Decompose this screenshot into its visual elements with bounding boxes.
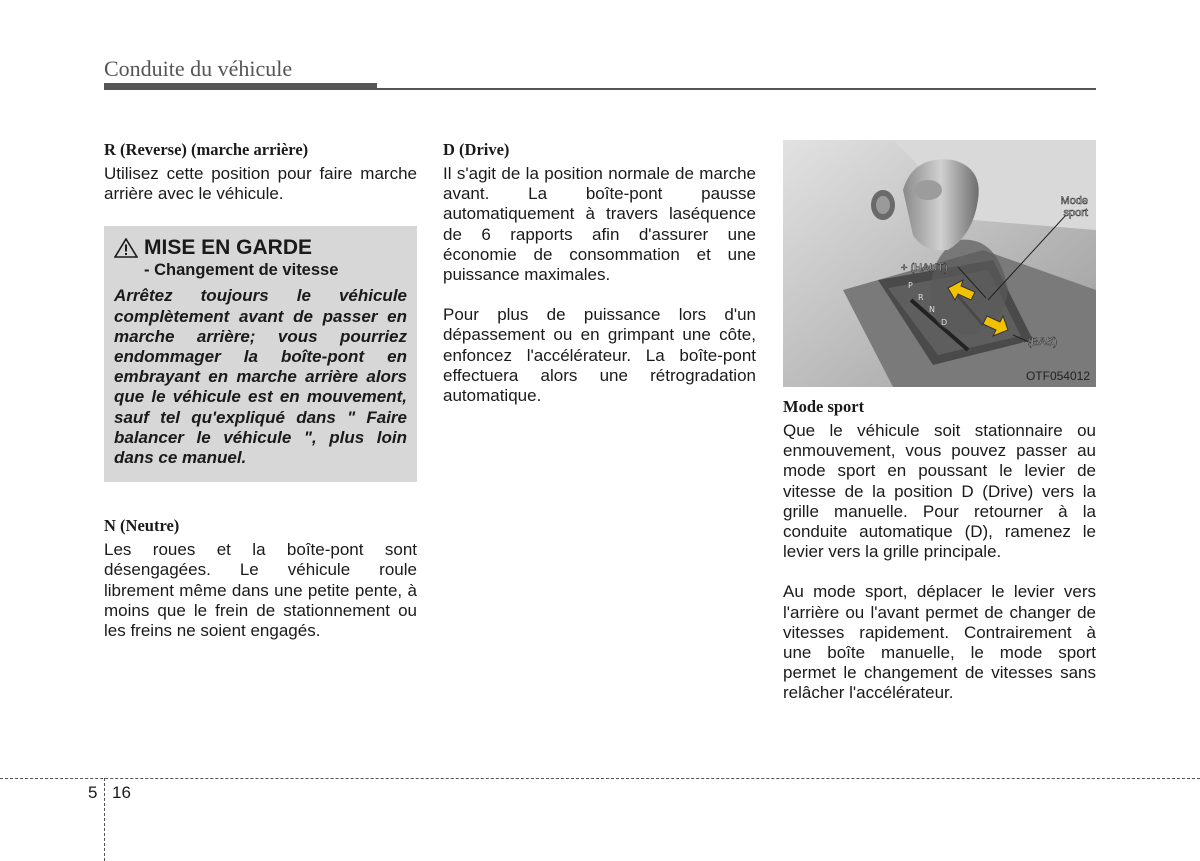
reverse-text: Utilisez cette position pour faire marche arrière avec le véhicule. bbox=[104, 164, 417, 204]
header-rule-thin bbox=[377, 88, 1096, 90]
label-sport: sport bbox=[1063, 207, 1088, 219]
label-down: - (BAS) bbox=[1021, 336, 1058, 348]
gate-letter-n: N bbox=[929, 305, 935, 314]
warning-subtitle: - Changement de vitesse bbox=[144, 261, 339, 280]
warning-triangle-icon bbox=[114, 238, 138, 258]
column-left bbox=[104, 140, 417, 641]
column-right bbox=[783, 140, 1096, 704]
sport-text-1: Que le véhicule soit stationnaire ou enmouvement, vous pouvez passer au mode sport en poussant le levier de vitesse de la position D (Drive) vers la grille manuelle. Pour retourner à la conduite automatique (D), ramenez le levier vers la grille principale. bbox=[783, 421, 1096, 562]
reverse-heading: R (Reverse) (marche arrière) bbox=[104, 140, 309, 159]
gate-letter-d: D bbox=[941, 318, 948, 327]
page-header-title: Conduite du véhicule bbox=[104, 56, 293, 81]
warning-box bbox=[104, 226, 417, 482]
gear-shifter-illustration bbox=[783, 140, 1096, 387]
header-rule-thick bbox=[104, 83, 377, 90]
chapter-number: 5 bbox=[88, 783, 98, 802]
gate-letter-p: P bbox=[908, 281, 913, 290]
warning-header bbox=[114, 236, 407, 260]
column-middle bbox=[443, 140, 756, 406]
footer-vertical-rule bbox=[104, 778, 105, 861]
footer-rule bbox=[0, 778, 1200, 779]
warning-title: MISE EN GARDE bbox=[144, 236, 313, 260]
label-mode: Mode bbox=[1060, 195, 1088, 207]
gear-shifter-figure bbox=[783, 140, 1096, 387]
drive-heading: D (Drive) bbox=[443, 140, 510, 159]
drive-text-2: Pour plus de puissance lors d'un dépassement ou en grimpant une côte, enfoncez l'accélérateur. La boîte-pont effectuera alors une rétrogradation automatique. bbox=[443, 305, 756, 406]
sport-text-2: Au mode sport, déplacer le levier vers l'arrière ou l'avant permet de changer de vitesses rapidement. Contrairement à une boîte manuelle, le mode sport permet le changement de vitesses sans relâcher l'accélérateur. bbox=[783, 582, 1096, 703]
gate-letter-r: R bbox=[918, 293, 924, 302]
page-number: 16 bbox=[112, 783, 131, 802]
warning-body: Arrêtez toujours le véhicule complètement avant de passer en marche arrière; vous pourriez endommager la boîte-pont en embrayant en marche arrière alors que le véhicule est en mouvement, sauf tel qu'expliqué dans " Faire balancer le véhicule ", plus loin dans ce manuel. bbox=[114, 286, 407, 468]
drive-text-1: Il s'agit de la position normale de marche avant. La boîte-pont pausse automatiquement à travers laséquence de 6 rapports afin d'assurer une économie de consommation et une puissance maximales. bbox=[443, 164, 756, 285]
figure-code: OTF054012 bbox=[1025, 369, 1090, 383]
neutral-text: Les roues et la boîte-pont sont désengagées. Le véhicule roule librement même dans une petite pente, à moins que le frein de stationnement ou les freins ne soient engagés. bbox=[104, 540, 417, 641]
label-up: + (HAUT) bbox=[901, 262, 948, 274]
sport-heading: Mode sport bbox=[783, 397, 865, 416]
neutral-heading: N (Neutre) bbox=[104, 516, 180, 536]
